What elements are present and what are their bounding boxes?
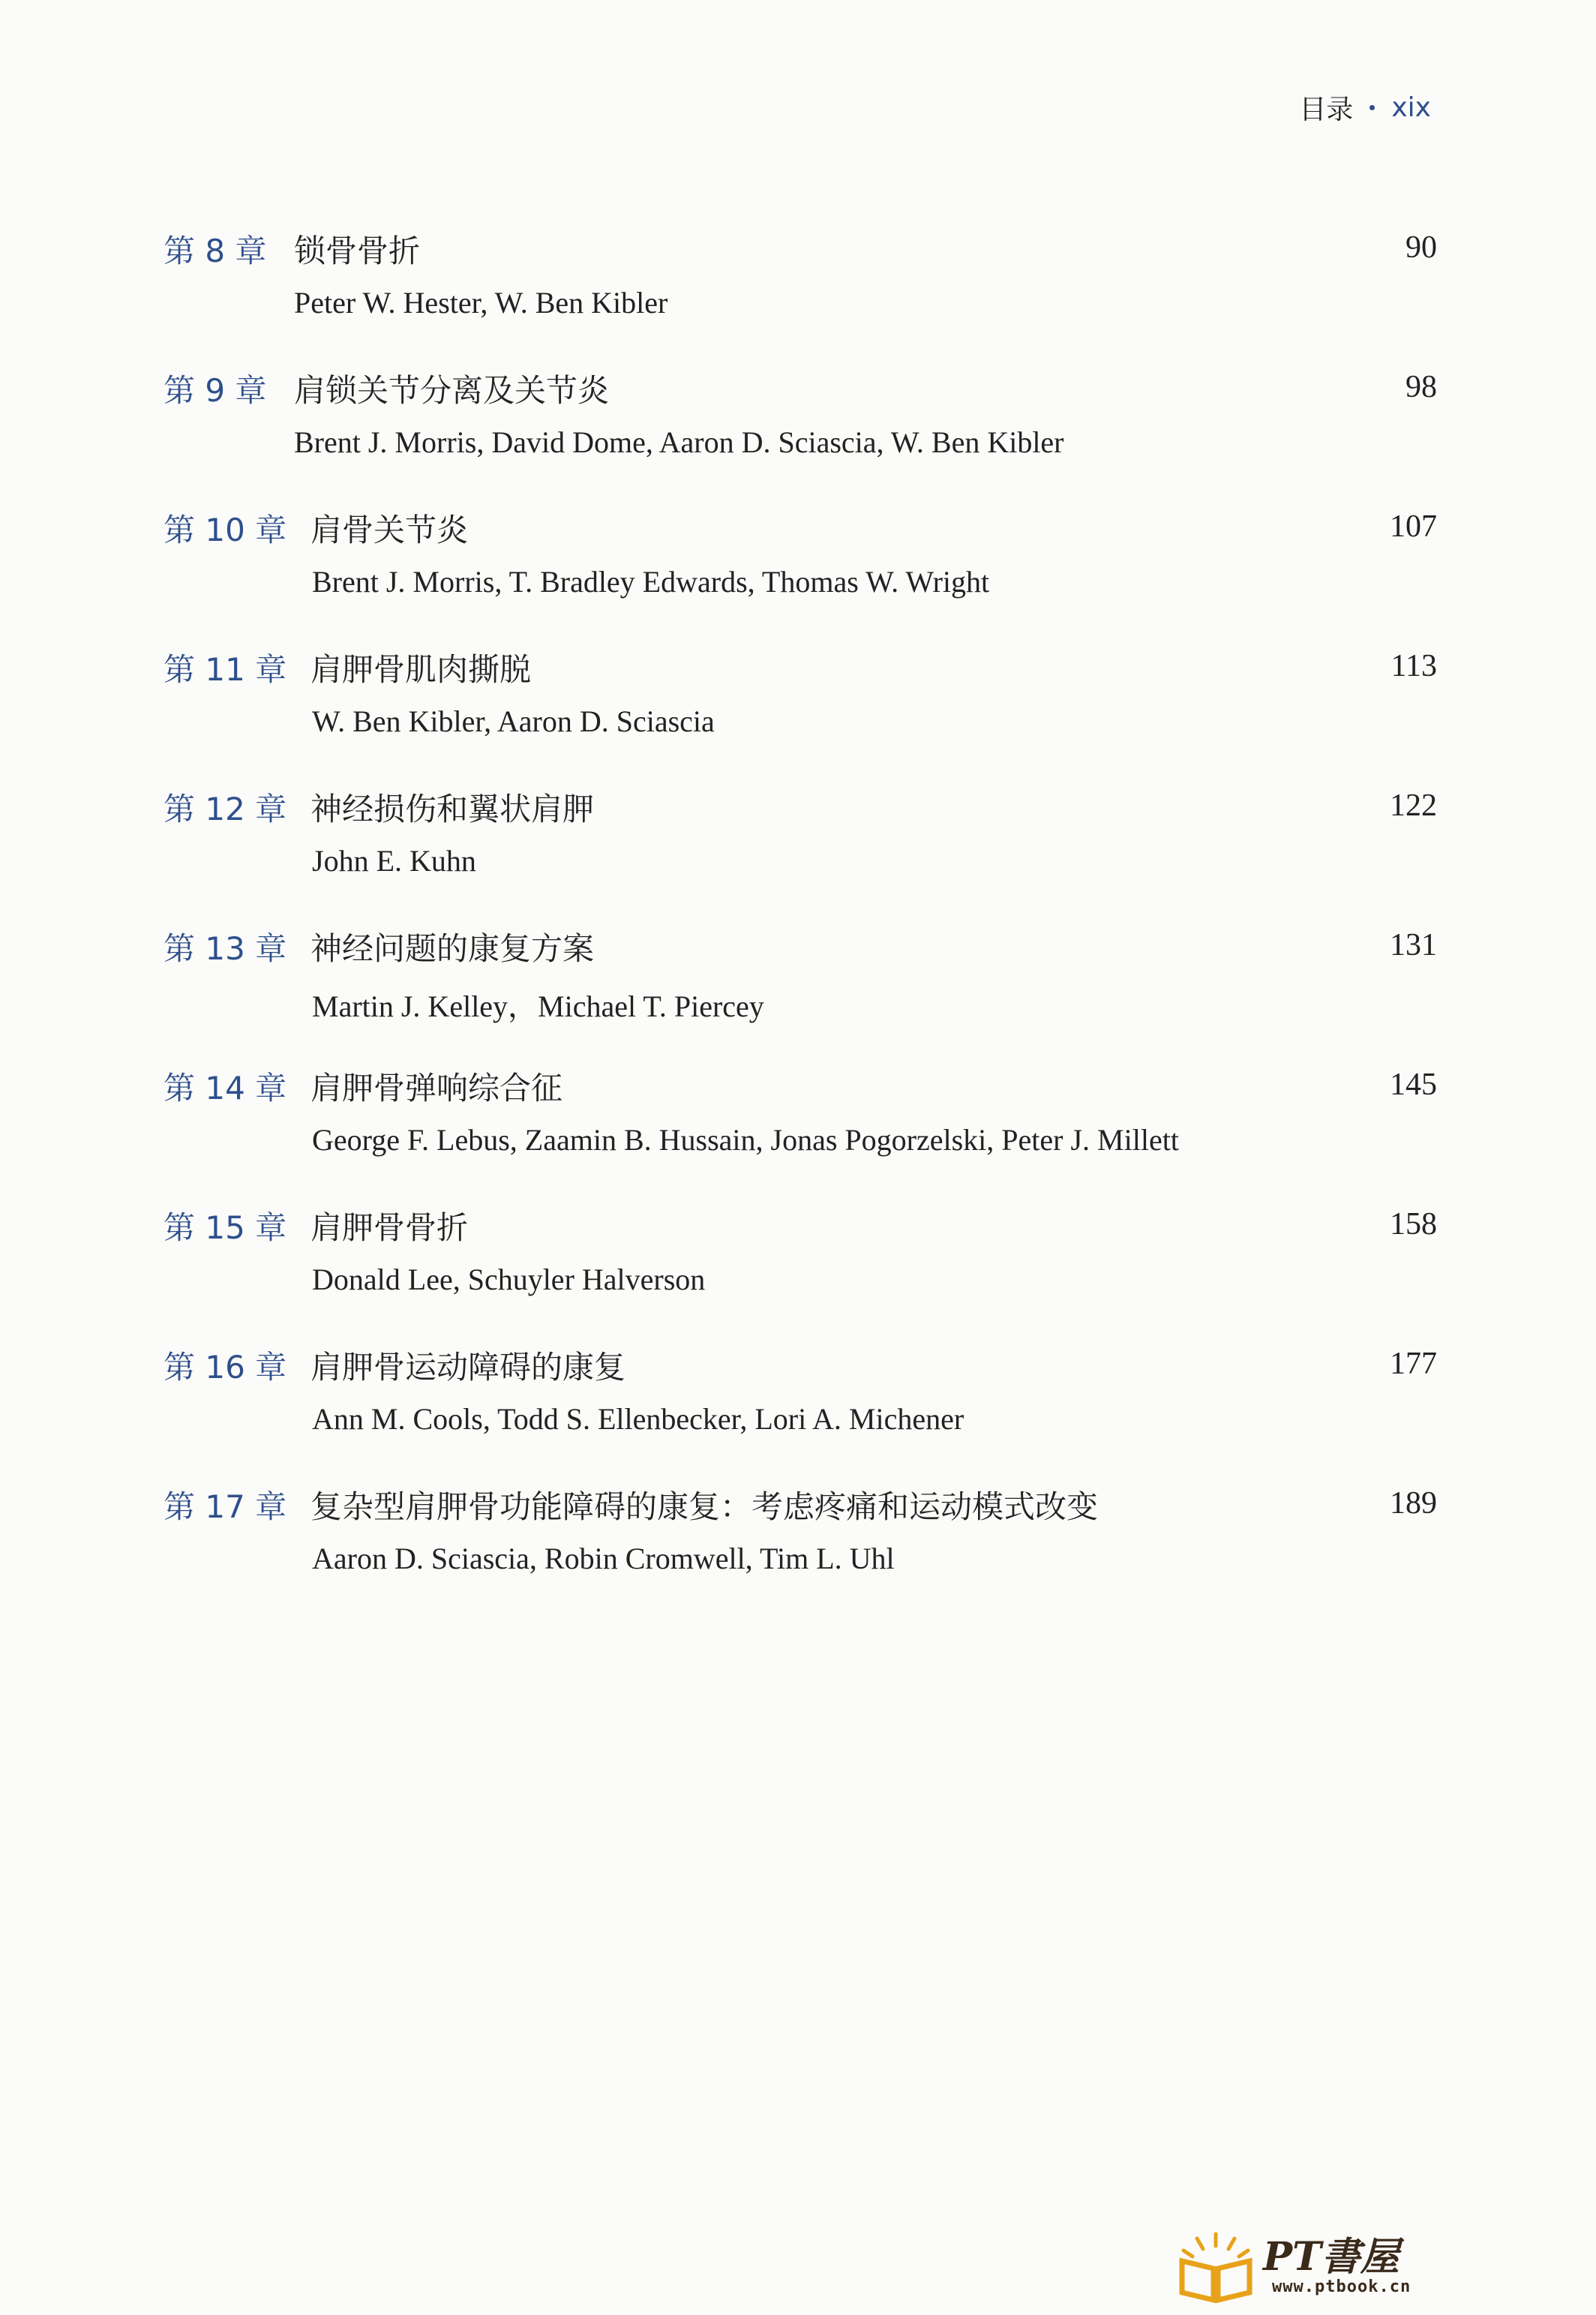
page-number: 122 <box>1390 788 1437 823</box>
chapter-number: 第 14 章 <box>164 1070 287 1106</box>
chapter-number: 第 12 章 <box>164 791 287 827</box>
chapter-authors: John E. Kuhn <box>312 844 476 878</box>
page-number: 107 <box>1390 509 1437 544</box>
page-number: 98 <box>1406 370 1437 404</box>
watermark-url: www.ptbook.cn <box>1272 2277 1412 2296</box>
chapter-title: 肩骨关节炎 <box>310 512 469 548</box>
chapter-authors: Brent J. Morris, David Dome, Aaron D. Sciascia, W. Ben Kibler <box>294 425 1064 459</box>
header-separator-dot <box>1370 105 1375 110</box>
chapter-title: 复杂型肩胛骨功能障碍的康复：考虑疼痛和运动模式改变 <box>310 1488 1099 1525</box>
chapter-number: 第 10 章 <box>164 512 287 548</box>
chapter-authors: Peter W. Hester, W. Ben Kibler <box>294 286 668 320</box>
chapter-title: 肩胛骨骨折 <box>310 1209 469 1246</box>
chapter-authors: Donald Lee, Schuyler Halverson <box>312 1263 706 1296</box>
page-number: 158 <box>1390 1207 1437 1242</box>
page-number: 113 <box>1390 649 1437 683</box>
page-number: 177 <box>1390 1347 1437 1381</box>
chapter-title: 锁骨骨折 <box>294 233 421 269</box>
chapter-number: 第 17 章 <box>164 1488 287 1525</box>
chapter-authors: George F. Lebus, Zaamin B. Hussain, Jonas Pogorzelski, Peter J. Millett <box>312 1123 1179 1157</box>
chapter-number: 第 8 章 <box>164 233 267 269</box>
chapter-title: 肩胛骨弹响综合征 <box>310 1070 563 1106</box>
chapter-authors: Brent J. Morris, T. Bradley Edwards, Thomas W. Wright <box>312 565 990 599</box>
chapter-authors: Ann M. Cools, Todd S. Ellenbecker, Lori A. Michener <box>312 1402 964 1436</box>
chapter-title: 神经损伤和翼状肩胛 <box>310 791 595 827</box>
chapter-title: 神经问题的康复方案 <box>310 930 595 967</box>
chapter-number: 第 13 章 <box>164 930 287 967</box>
watermark-brand: PT書屋 <box>1263 2234 1400 2280</box>
chapter-number: 第 16 章 <box>164 1349 287 1386</box>
page-number: 145 <box>1390 1067 1437 1102</box>
running-header <box>1299 89 1431 127</box>
chapter-authors: Aaron D. Sciascia, Robin Cromwell, Tim L. Uhl <box>312 1542 895 1575</box>
chapter-authors: W. Ben Kibler, Aaron D. Sciascia <box>312 704 715 738</box>
page-number: 189 <box>1390 1486 1437 1521</box>
chapter-title: 肩胛骨运动障碍的康复 <box>310 1349 626 1386</box>
header-title: 目录 <box>1299 95 1354 125</box>
page-number: 90 <box>1406 230 1437 265</box>
chapter-title: 肩锁关节分离及关节炎 <box>294 372 610 409</box>
chapter-authors: Martin J. Kelley，Michael T. Piercey <box>312 989 764 1023</box>
book-logo-icon <box>1174 2228 1257 2303</box>
chapter-number: 第 15 章 <box>164 1209 287 1246</box>
chapter-title: 肩胛骨肌肉撕脱 <box>310 651 532 688</box>
watermark <box>1174 2220 1444 2303</box>
chapter-number: 第 11 章 <box>164 651 287 688</box>
header-page-number: xix <box>1391 92 1431 123</box>
page-number: 131 <box>1390 928 1437 962</box>
chapter-number: 第 9 章 <box>164 372 267 409</box>
